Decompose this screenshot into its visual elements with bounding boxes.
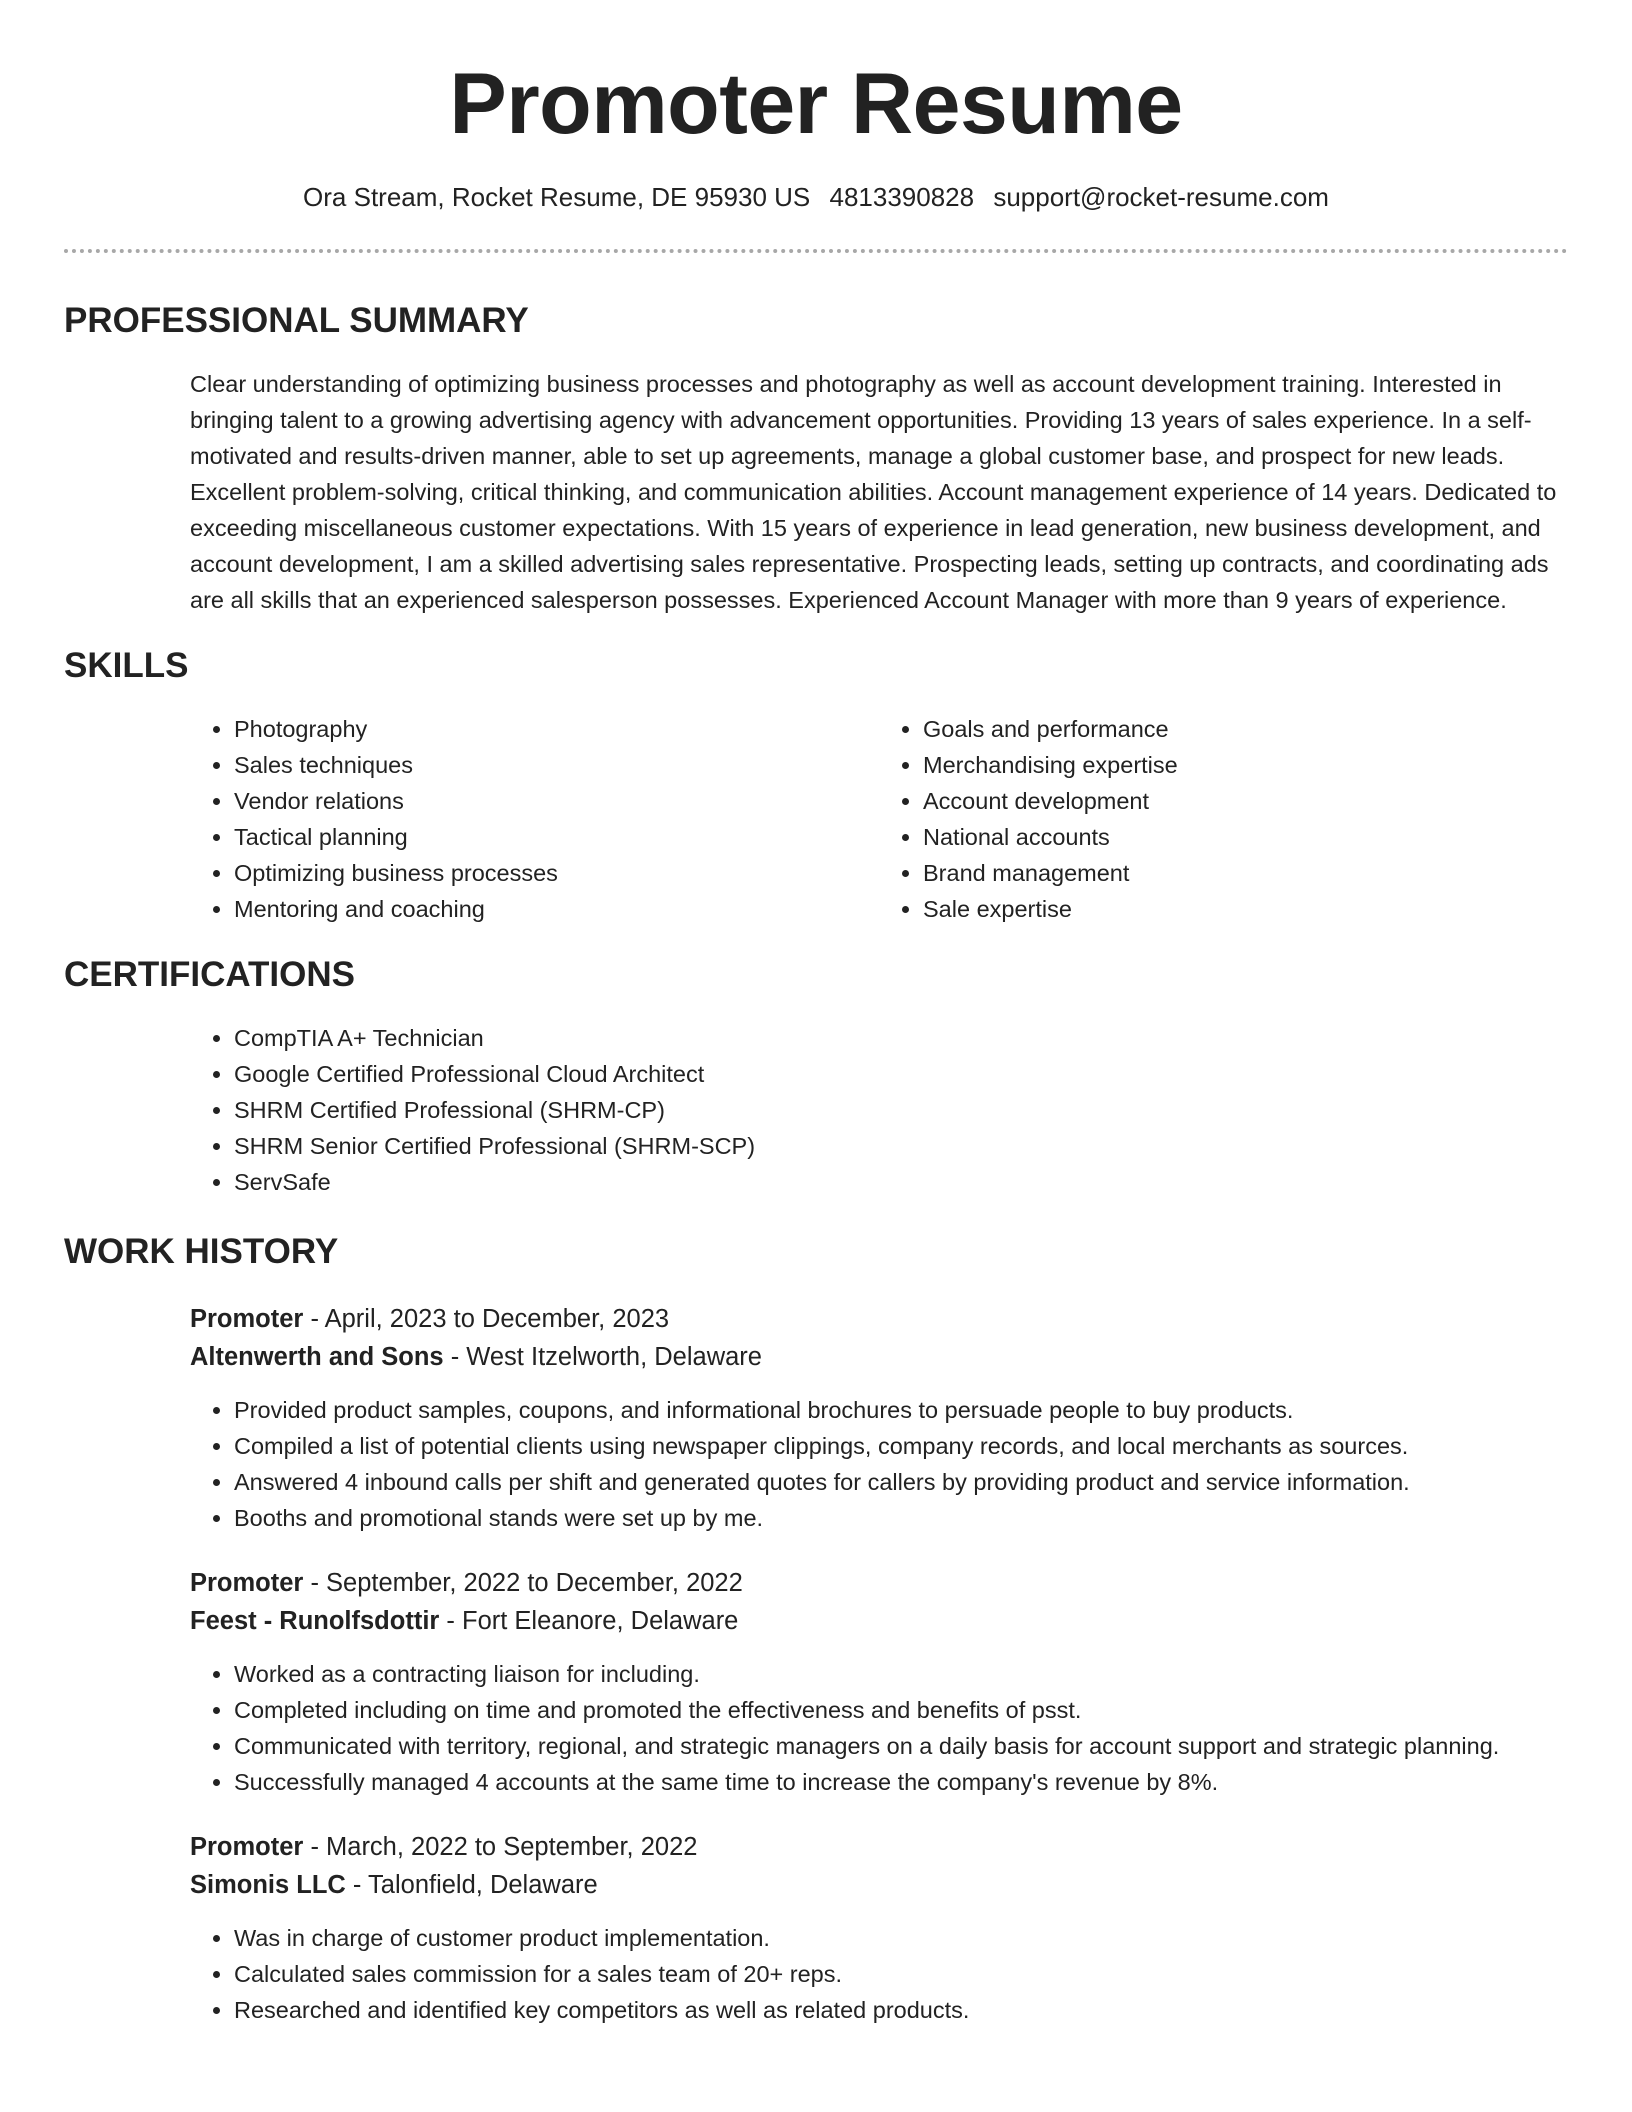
skills-column-right <box>879 711 1568 927</box>
skill-item: • Sales techniques <box>234 747 879 783</box>
duty-item: • Successfully managed 4 accounts at the same time to increase the company's revenue by 8%. <box>234 1764 1568 1800</box>
certifications-list <box>190 1020 1568 1200</box>
job-entry <box>190 1828 1568 2028</box>
skill-item: • Photography <box>234 711 879 747</box>
skills-column-left <box>190 711 879 927</box>
duty-item: • Provided product samples, coupons, and informational brochures to persuade people to buy products. <box>234 1392 1568 1428</box>
duty-item: • Communicated with territory, regional, and strategic managers on a daily basis for account support and strategic planning. <box>234 1728 1568 1764</box>
job-duties <box>190 1920 1568 2028</box>
duty-item: • Researched and identified key competitors as well as related products. <box>234 1992 1568 2028</box>
certification-item: • CompTIA A+ Technician <box>234 1020 1568 1056</box>
skills-heading: SKILLS <box>64 646 189 685</box>
contact-line <box>64 179 1568 215</box>
job-dates: - September, 2022 to December, 2022 <box>303 1569 743 1597</box>
duty-item: • Completed including on time and promoted the effectiveness and benefits of psst. <box>234 1692 1568 1728</box>
certification-item: • SHRM Certified Professional (SHRM-CP) <box>234 1092 1568 1128</box>
certification-item: • SHRM Senior Certified Professional (SHRM-SCP) <box>234 1128 1568 1164</box>
summary-heading: PROFESSIONAL SUMMARY <box>64 301 529 340</box>
skill-item: • National accounts <box>923 819 1568 855</box>
job-company: Simonis LLC <box>190 1871 346 1899</box>
job-entry <box>190 1300 1568 1536</box>
skill-item: • Tactical planning <box>234 819 879 855</box>
duty-item: • Was in charge of customer product implementation. <box>234 1920 1568 1956</box>
duty-item: • Answered 4 inbound calls per shift and generated quotes for callers by providing product and service information. <box>234 1464 1568 1500</box>
job-role: Promoter <box>190 1305 304 1333</box>
work-history-heading: WORK HISTORY <box>64 1232 339 1271</box>
contact-address: Ora Stream, Rocket Resume, DE 95930 US <box>303 182 811 212</box>
skills-list <box>190 711 1568 927</box>
resume-page <box>64 0 1568 2028</box>
job-company-line <box>190 1866 1568 1904</box>
skill-item: • Merchandising expertise <box>923 747 1568 783</box>
skill-item: • Brand management <box>923 855 1568 891</box>
job-entry <box>190 1564 1568 1800</box>
skill-item: • Account development <box>923 783 1568 819</box>
skill-item: • Mentoring and coaching <box>234 891 879 927</box>
job-company-line <box>190 1602 1568 1640</box>
job-company: Altenwerth and Sons <box>190 1343 444 1371</box>
job-company-line <box>190 1338 1568 1376</box>
certification-item: • Google Certified Professional Cloud Architect <box>234 1056 1568 1092</box>
job-role: Promoter <box>190 1833 304 1861</box>
job-role: Promoter <box>190 1569 304 1597</box>
contact-email[interactable]: support@rocket-resume.com <box>993 182 1329 212</box>
header-divider <box>64 249 1568 253</box>
job-dates: - March, 2022 to September, 2022 <box>303 1833 698 1861</box>
duty-item: • Calculated sales commission for a sales team of 20+ reps. <box>234 1956 1568 1992</box>
duty-item: • Worked as a contracting liaison for including. <box>234 1656 1568 1692</box>
skill-item: • Vendor relations <box>234 783 879 819</box>
skill-item: • Sale expertise <box>923 891 1568 927</box>
job-location: - Talonfield, Delaware <box>345 1871 598 1899</box>
certification-item: • ServSafe <box>234 1164 1568 1200</box>
summary-text: Clear understanding of optimizing business processes and photography as well as account development training. Interested in bringing talent to a growing advertising agency with advancement opportunities. Providing 13 years of sales experience. In a self-motivated and results-driven manner, able to set up agreements, manage a global customer base, and prospect for new leads. Excellent problem-solving, critical thinking, and communication abilities. Account management experience of 14 years. Dedicated to exceeding miscellaneous customer expectations. With 15 years of experience in lead generation, new business development, and account development, I am a skilled advertising sales representative. Prospecting leads, setting up contracts, and coordinating ads are all skills that an experienced salesperson possesses. Experienced Account Manager with more than 9 years of experience. <box>190 371 1557 613</box>
resume-title: Promoter Resume <box>449 56 1183 152</box>
job-company: Feest - Runolfsdottir <box>190 1607 440 1635</box>
job-duties <box>190 1392 1568 1536</box>
certifications-heading: CERTIFICATIONS <box>64 955 356 994</box>
job-title-line <box>190 1564 1568 1602</box>
duty-item: • Compiled a list of potential clients using newspaper clippings, company records, and local merchants as sources. <box>234 1428 1568 1464</box>
job-location: - West Itzelworth, Delaware <box>443 1343 762 1371</box>
duty-item: • Booths and promotional stands were set up by me. <box>234 1500 1568 1536</box>
contact-phone: 4813390828 <box>829 182 975 212</box>
job-title-line <box>190 1828 1568 1866</box>
job-duties <box>190 1656 1568 1800</box>
job-dates: - April, 2023 to December, 2023 <box>303 1305 670 1333</box>
skill-item: • Optimizing business processes <box>234 855 879 891</box>
job-title-line <box>190 1300 1568 1338</box>
job-location: - Fort Eleanore, Delaware <box>439 1607 739 1635</box>
skill-item: • Goals and performance <box>923 711 1568 747</box>
